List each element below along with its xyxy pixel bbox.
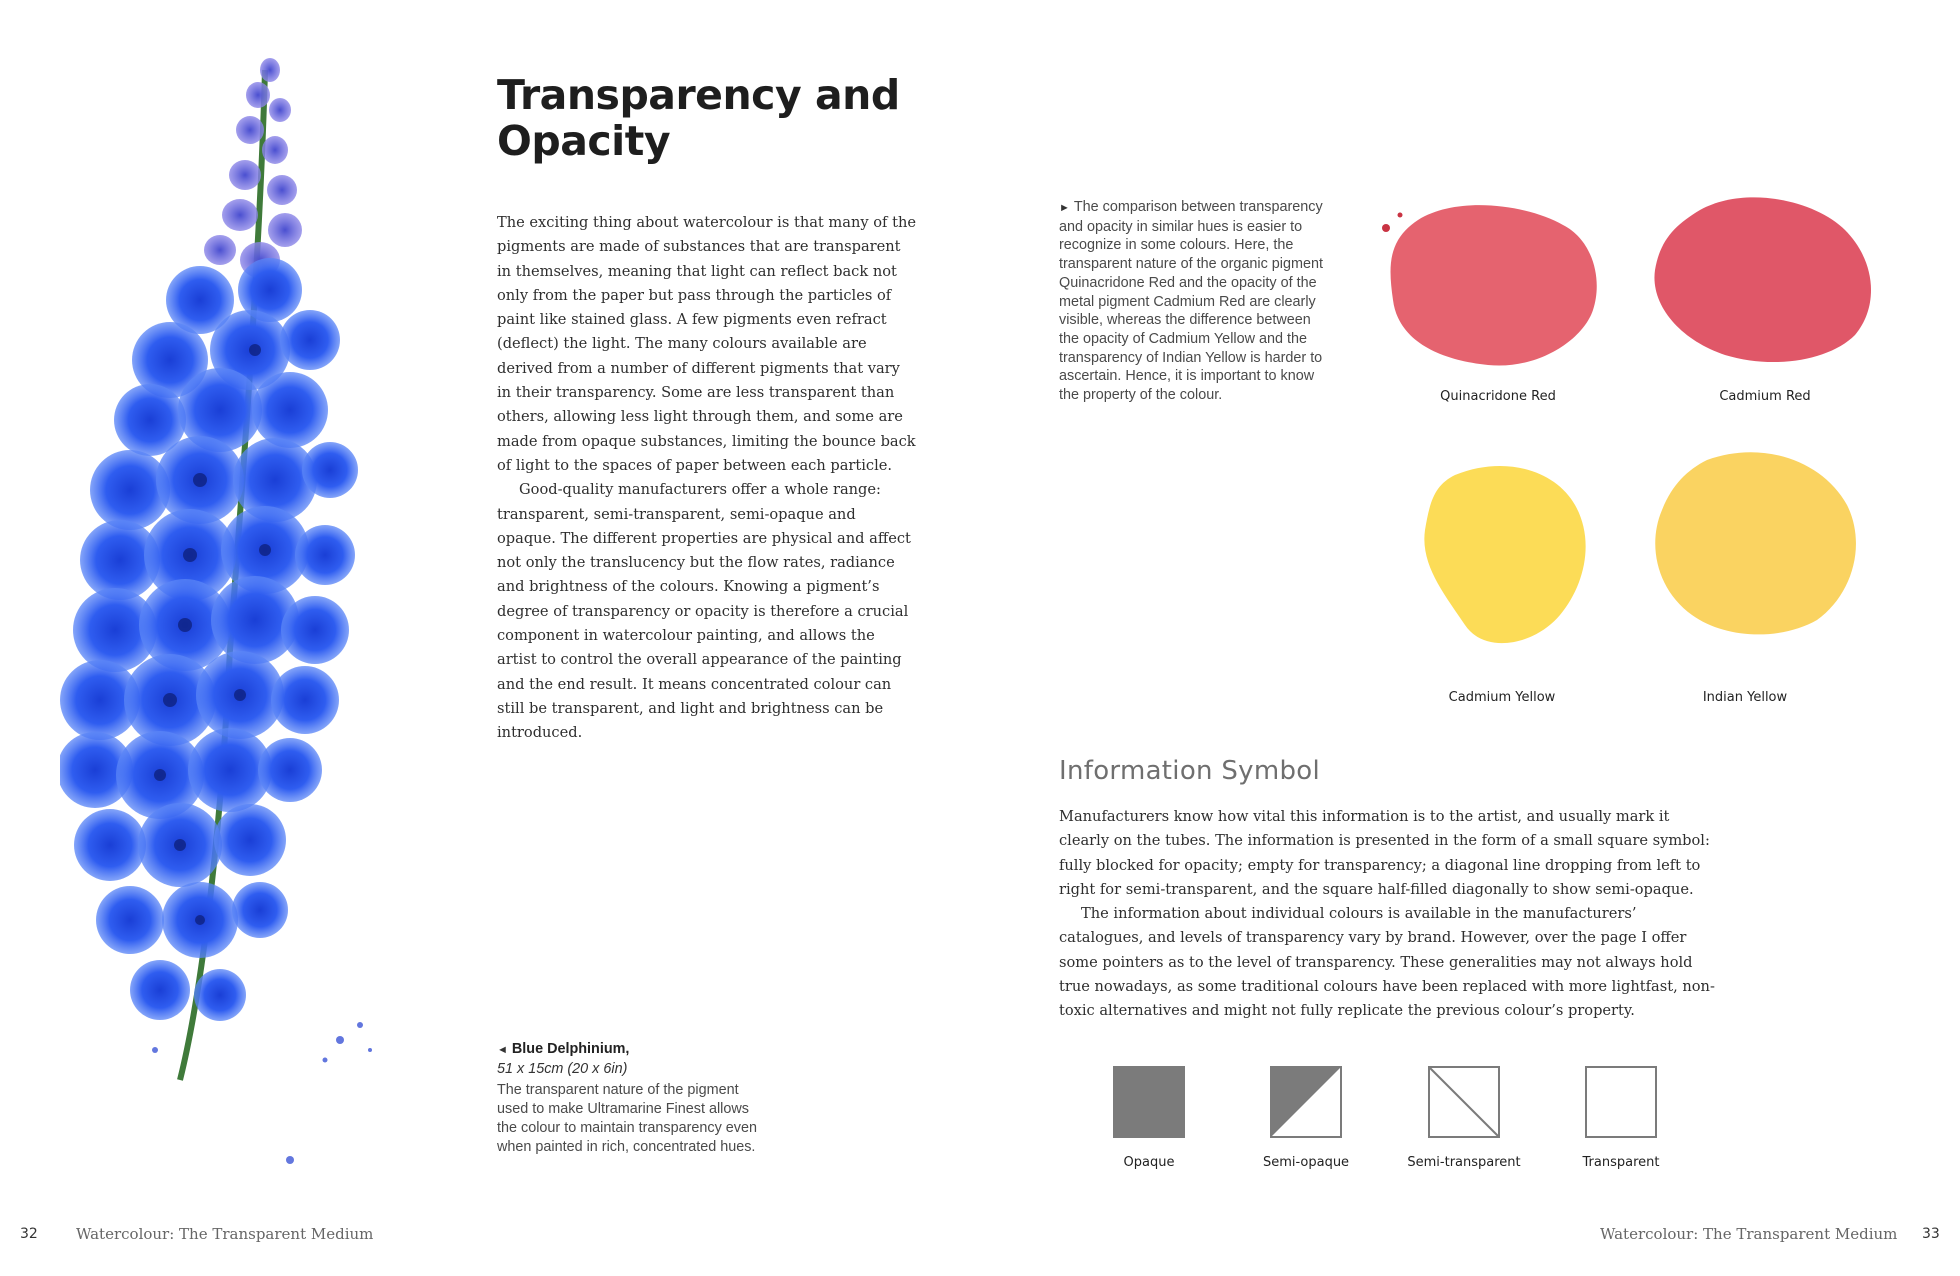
- swatch-label-quinacridone-red: Quinacridone Red: [1440, 389, 1556, 404]
- semi-transparent-symbol: [1428, 1066, 1500, 1138]
- page-number-left: 32: [20, 1226, 38, 1242]
- intro-paragraph-2: Good-quality manufacturers offer a whole range: transparent, semi-transparent, semi-opaque and opaque. The different properties are physical and affect not only the translucency but the flow rates, radiance and brightness of the colours. Knowing a pigment’s degree of transparency or opacity is therefore a crucial component in watercolour painting, and allows the artist to control the overall appearance of the painting and the end result. It means concentrated colour can still be transparent, and light and brightness can be introduced.: [497, 481, 911, 742]
- info-text: [1059, 805, 1719, 1024]
- caption-size: 51 x 15cm (20 x 6in): [497, 1060, 628, 1077]
- symbol-label-transparent: Transparent: [1582, 1155, 1660, 1170]
- info-paragraph-1: Manufacturers know how vital this information is to the artist, and usually mark it clearly on the tubes. The information is presented in the form of a small square symbol: fully blocked for opacity; empty for transparency; a diagonal line dropping from left to right for semi-transparent, and the square half-filled diagonally to show semi-opaque.: [1059, 808, 1710, 898]
- page-title: Transparency and Opacity: [497, 71, 900, 165]
- symbol-label-semi-transparent: Semi-transparent: [1407, 1155, 1521, 1170]
- info-paragraph-2: The information about individual colours is available in the manufacturers’ catalogues, and levels of transparency vary by brand. However, over the page I offer some pointers as to the level of transparency. These generalities may not always hold true nowadays, as some traditional colours have been replaced with more lightfast, non-toxic alternatives and might not fully replicate the previous colour’s property.: [1059, 905, 1715, 1020]
- section-heading: Information Symbol: [1059, 756, 1321, 786]
- caption-text: The transparent nature of the pigment used to make Ultramarine Finest allows the colour to maintain transparency even when painted in rich, concentrated hues.: [497, 1082, 757, 1155]
- right-arrow-icon: ►: [1059, 202, 1070, 214]
- left-arrow-icon: ◄: [497, 1044, 508, 1056]
- swatch-label-cadmium-red: Cadmium Red: [1719, 389, 1811, 404]
- caption-title: Blue Delphinium,: [511, 1041, 630, 1057]
- cadmium-yellow-swatch: [1385, 455, 1625, 645]
- quinacridone-red-swatch: [1378, 190, 1618, 380]
- intro-text: [497, 211, 917, 746]
- opaque-symbol: [1113, 1066, 1185, 1138]
- page-number-right: 33: [1922, 1226, 1940, 1242]
- swatch-label-cadmium-yellow: Cadmium Yellow: [1448, 690, 1556, 705]
- swatch-label-indian-yellow: Indian Yellow: [1702, 690, 1788, 705]
- swatch-caption-text: The comparison between transparency and opacity in similar hues is easier to recognize in some colours. Here, the transparent nature of the organic pigment Quinacridone Red and the opacity of the metal pigment Cadmium Red are clearly visible, whereas the difference between the opacity of Cadmium Yellow and the transparency of Indian Yellow is harder to ascertain. Hence, it is important to know the property of the colour.: [1059, 199, 1323, 404]
- running-title-right: Watercolour: The Transparent Medium: [1600, 1225, 1898, 1243]
- delphinium-caption: [497, 1040, 757, 1156]
- symbol-label-semi-opaque: Semi-opaque: [1262, 1155, 1350, 1170]
- semi-opaque-symbol: [1270, 1066, 1342, 1138]
- running-title-left: Watercolour: The Transparent Medium: [76, 1225, 374, 1243]
- swatch-caption: [1059, 198, 1329, 405]
- indian-yellow-swatch: [1632, 445, 1872, 635]
- transparent-symbol: [1585, 1066, 1657, 1138]
- intro-paragraph-1: The exciting thing about watercolour is that many of the pigments are made of substances that are transparent in themselves, meaning that light can reflect back not only from the paper but pass through the particles of paint like stained glass. A few pigments even refract (deflect) the light. The many colours available are derived from a number of different pigments that vary in their transparency. Some are less transparent than others, allowing less light through them, and some are made from opaque substances, limiting the bounce back of light to the spaces of paper between each particle.: [497, 214, 916, 474]
- cadmium-red-swatch: [1645, 185, 1885, 375]
- symbol-label-opaque: Opaque: [1123, 1155, 1175, 1170]
- blue-delphinium-painting: [60, 50, 440, 1190]
